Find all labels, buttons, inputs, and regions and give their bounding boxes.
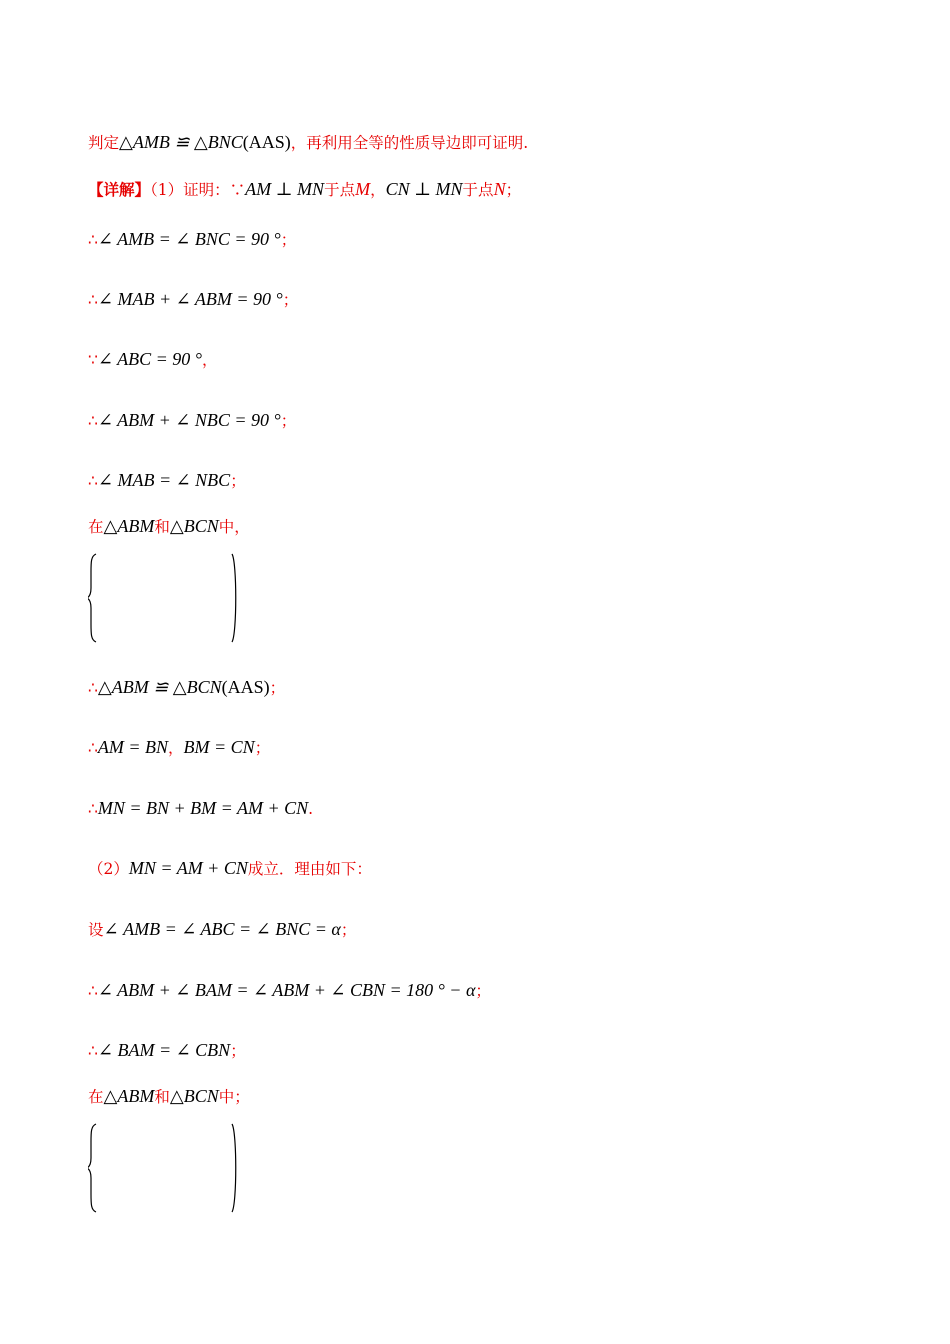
text: ； (282, 291, 299, 309)
text: 成立．理由如下： (247, 860, 372, 878)
math: ∠ AMB = ∠ BNC = 90 ° (97, 229, 281, 249)
math: ∠ BAM = ∠ CBN (97, 1040, 231, 1060)
detail-label: 【详解】 (88, 180, 151, 199)
line-step (88, 979, 491, 1002)
text: ，再利用全等的性质导边即可证明. (290, 134, 529, 152)
math: ∠ MAB = ∠ NBC (97, 470, 231, 490)
text: ； (230, 472, 246, 490)
math: △ABM (103, 1086, 155, 1106)
text: ； (340, 921, 357, 939)
therefore-symbol: ∴ (88, 800, 98, 818)
line-step (88, 676, 285, 699)
math: N (493, 179, 506, 199)
therefore-symbol: ∴ (88, 982, 98, 1000)
math: CN ⊥ MN (385, 179, 463, 199)
therefore-symbol: ∴ (88, 231, 98, 249)
text: ； (280, 412, 297, 430)
text: ， (168, 739, 184, 757)
math: ∠ ABC = 90 ° (97, 349, 202, 369)
math: AM ⊥ MN (245, 179, 325, 199)
line-step (88, 469, 246, 492)
math: △ABM ≌ △BCN (97, 677, 222, 697)
text: 设 (88, 921, 104, 939)
therefore-symbol: ∴ (88, 291, 98, 309)
math: ∠ AMB = ∠ ABC = ∠ BNC = α (103, 919, 341, 939)
text: 中； (218, 1088, 250, 1106)
line-step (88, 515, 250, 538)
text: （1）证明：∵ (150, 181, 246, 199)
therefore-symbol: ∴ (88, 739, 98, 757)
line-step (88, 918, 356, 941)
line-step (88, 797, 313, 820)
line-step (88, 409, 296, 432)
line-step (88, 736, 270, 759)
math: ∠ ABM + ∠ BAM = ∠ ABM + ∠ CBN = 180 ° − α (97, 980, 476, 1000)
math: MN = BN + BM = AM + CN (97, 798, 309, 818)
text: ； (269, 679, 286, 697)
brace-icon (88, 552, 238, 644)
line-step (88, 1039, 246, 1062)
line-part-2 (88, 857, 372, 880)
math: AM = BN (97, 737, 169, 757)
math: △BCN (169, 516, 219, 536)
text: . (308, 800, 314, 818)
text: ； (280, 231, 297, 249)
brace-icon (88, 1122, 238, 1214)
text: 中， (218, 518, 250, 536)
text: ； (254, 739, 271, 757)
line-conclusion-hint (88, 131, 528, 154)
math: ∠ ABM + ∠ NBC = 90 ° (97, 410, 281, 430)
text: （2） (88, 860, 129, 878)
text: ， (201, 351, 218, 369)
math: (AAS) (242, 132, 291, 152)
math: △BCN (169, 1086, 219, 1106)
text: 在 (88, 1088, 104, 1106)
text: ； (475, 982, 491, 1000)
text: 于点 (324, 181, 356, 199)
math: BM = CN (183, 737, 255, 757)
text: 判定 (88, 134, 120, 152)
math: (AAS) (221, 677, 270, 697)
math: △AMB ≌ △BNC (119, 132, 243, 152)
text: 和 (154, 518, 170, 536)
therefore-symbol: ∴ (88, 472, 98, 490)
line-step (88, 288, 298, 311)
line-step (88, 348, 218, 371)
line-step (88, 228, 296, 251)
text: 在 (88, 518, 104, 536)
math: M (355, 179, 371, 199)
text: 和 (154, 1088, 170, 1106)
math: ∠ MAB + ∠ ABM = 90 ° (97, 289, 283, 309)
therefore-symbol: ∴ (88, 1042, 98, 1060)
therefore-symbol: ∴ (88, 679, 98, 697)
text: 于点 (462, 181, 494, 199)
text: ； (230, 1042, 246, 1060)
text: ， (370, 181, 386, 199)
equation-system-2 (88, 1122, 238, 1214)
because-symbol: ∵ (88, 351, 98, 369)
line-step (88, 1085, 250, 1108)
equation-system-1 (88, 552, 238, 644)
therefore-symbol: ∴ (88, 412, 98, 430)
math: △ABM (103, 516, 155, 536)
math: MN = AM + CN (128, 858, 248, 878)
line-detail-header (88, 178, 521, 201)
text: ； (505, 181, 522, 199)
